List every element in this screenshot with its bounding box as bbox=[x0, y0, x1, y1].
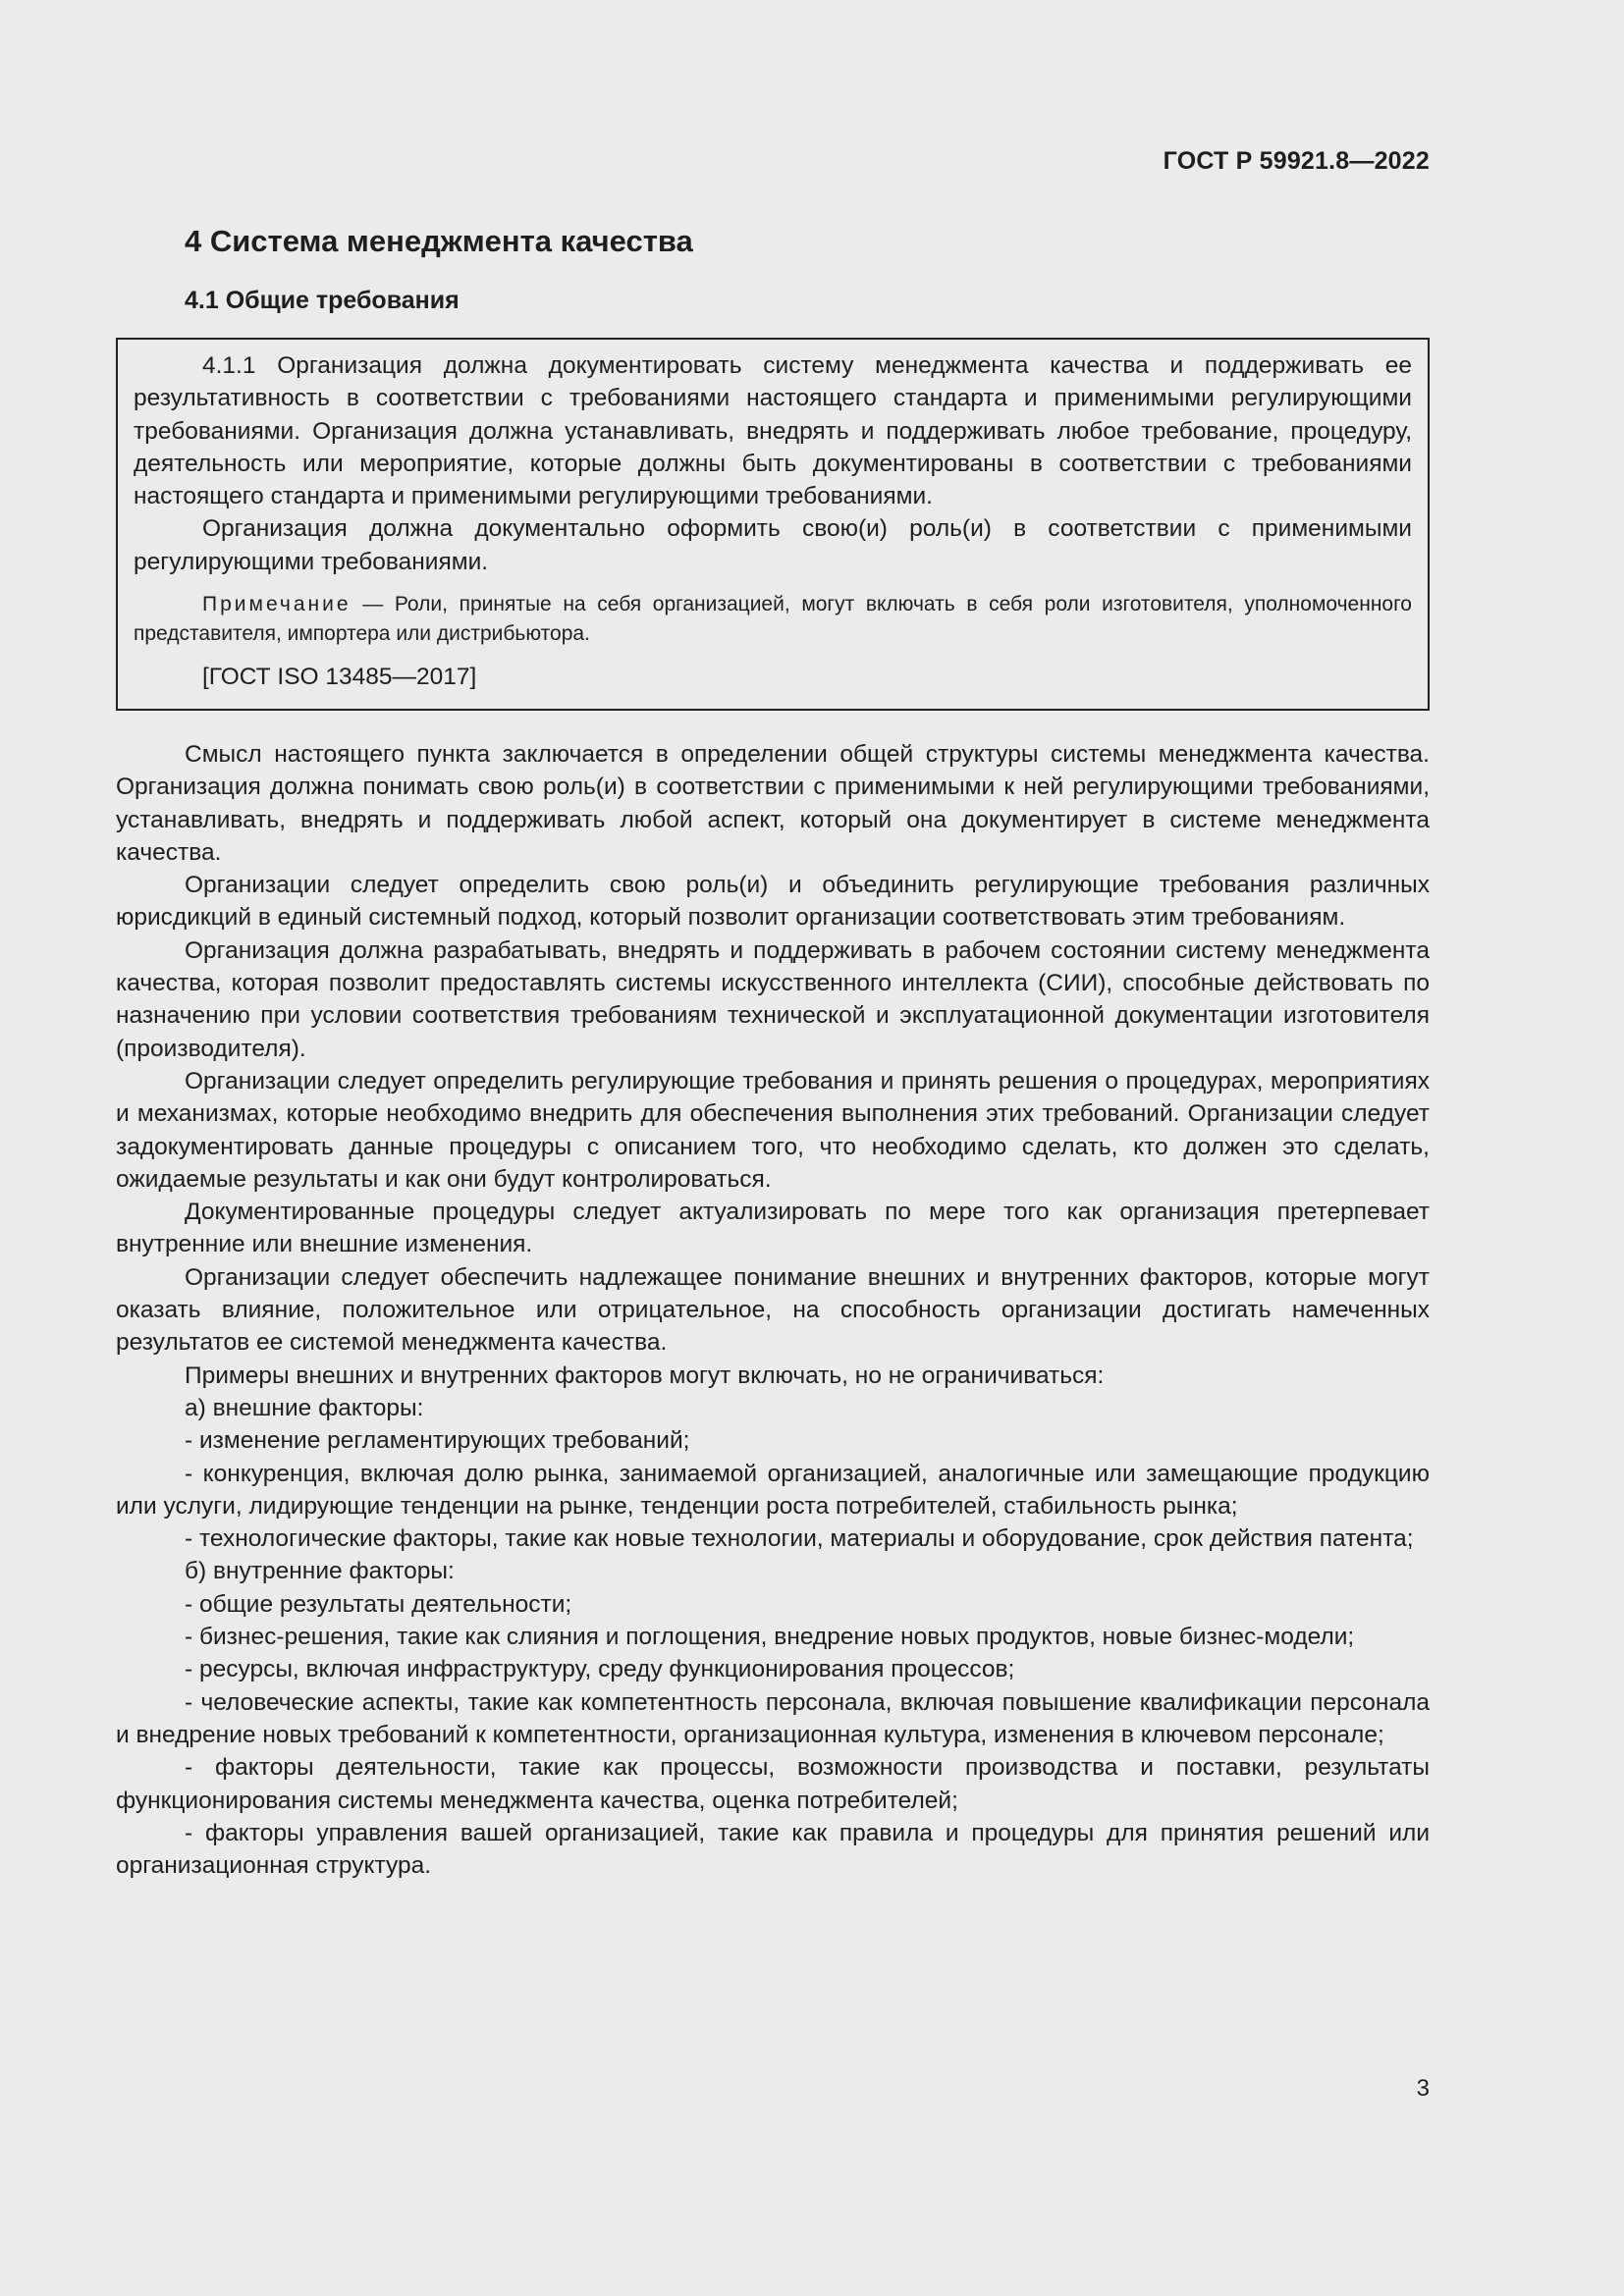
section-title: 4 Система менеджмента качества bbox=[185, 224, 693, 258]
list-item: - факторы управления вашей организацией, такие как правила и процедуры для принятия решений или организационная структура. bbox=[116, 1819, 1430, 1880]
list-heading-external: а) внешние факторы: bbox=[185, 1394, 424, 1421]
list-heading-internal: б) внутренние факторы: bbox=[185, 1558, 455, 1585]
quoted-standard-box bbox=[116, 338, 1430, 711]
list-item: - общие результаты деятельности; bbox=[185, 1590, 572, 1618]
document-code: ГОСТ Р 59921.8—2022 bbox=[1163, 147, 1430, 175]
body-paragraph: Организации следует обеспечить надлежащее понимание внешних и внутренних факторов, которые могут оказать влияние, положительное или отрицательное, на способность организации достигать намеченных результатов ее системой менеджмента качества. bbox=[116, 1263, 1430, 1357]
page-number: 3 bbox=[1416, 2075, 1430, 2102]
body-paragraph: Смысл настоящего пункта заключается в определении общей структуры системы менеджмента качества. Организация должна понимать свою роль(и) в соответствии с применимыми к ней регулирующими требованиями, устанавливать, внедрять и поддерживать любой аспект, который она документирует в системе менеджмента качества. bbox=[116, 741, 1430, 866]
note-label: Примечание bbox=[202, 593, 352, 616]
body-paragraph: Организация должна разрабатывать, внедрять и поддерживать в рабочем состоянии систему менеджмента качества, которая позволит предоставлять системы искусственного интеллекта (СИИ), способные действовать по назначению при условии соответствия требованиям технической и эксплуатационной документации изготовителя (производителя). bbox=[116, 936, 1430, 1062]
body-paragraph: Организации следует определить свою роль(и) и объединить регулирующие требования различных юрисдикций в единый системный подход, который позволит организации соответствовать этим требованиям. bbox=[116, 872, 1430, 932]
quote-paragraph: Организация должна документально оформить свою(и) роль(и) в соответствии с применимыми регулирующими требованиями. bbox=[134, 515, 1412, 575]
list-item: - конкуренция, включая долю рынка, занимаемой организацией, аналогичные или замещающие продукцию или услуги, лидирующие тенденции на рынке, тенденции роста потребителей, стабильность рынка; bbox=[116, 1460, 1430, 1520]
list-item: - технологические факторы, такие как новые технологии, материалы и оборудование, срок действия патента; bbox=[185, 1525, 1414, 1553]
list-item: - ресурсы, включая инфраструктуру, среду функционирования процессов; bbox=[185, 1656, 1015, 1683]
list-item: - факторы деятельности, такие как процессы, возможности производства и поставки, результаты функционирования системы менеджмента качества, оценка потребителей; bbox=[116, 1754, 1430, 1814]
body-paragraph: Примеры внешних и внутренних факторов могут включать, но не ограничиваться: bbox=[185, 1362, 1105, 1389]
body-paragraph: Организации следует определить регулирующие требования и принять решения о процедурах, мероприятиях и механизмах, которые необходимо внедрить для обеспечения выполнения этих требований. Организации следует задокументировать данные процедуры с описанием того, что необходимо сделать, кто должен это сделать, ожидаемые результаты и как они будут контролироваться. bbox=[116, 1067, 1430, 1193]
body-text bbox=[116, 738, 1430, 1882]
note bbox=[134, 590, 1412, 649]
list-item: - изменение регламентирующих требований; bbox=[185, 1427, 690, 1455]
standard-reference: [ГОСТ ISO 13485—2017] bbox=[202, 664, 477, 691]
subsection-title: 4.1 Общие требования bbox=[185, 287, 460, 314]
list-item: - бизнес-решения, такие как слияния и поглощения, внедрение новых продуктов, новые бизнес-модели; bbox=[185, 1624, 1355, 1651]
quote-paragraph: 4.1.1 Организация должна документировать систему менеджмента качества и поддерживать ее результативность в соответствии с требованиями настоящего стандарта и применимыми регулирующими требованиями. Организация должна устанавливать, внедрять и поддерживать любое требование, процедуру, деятельность или мероприятие, которые должны быть документированы в соответствии с требованиями настоящего стандарта и применимыми регулирующими требованиями. bbox=[134, 352, 1412, 510]
note-text: — Роли, принятые на себя организацией, могут включать в себя роли изготовителя, уполномоченного представителя, импортера или дистрибьютора. bbox=[134, 593, 1412, 646]
list-item: - человеческие аспекты, такие как компетентность персонала, включая повышение квалификации персонала и внедрение новых требований к компетентности, организационная культура, изменения в ключевом персонале; bbox=[116, 1688, 1430, 1748]
body-paragraph: Документированные процедуры следует актуализировать по мере того как организация претерпевает внутренние или внешние изменения. bbox=[116, 1199, 1430, 1258]
